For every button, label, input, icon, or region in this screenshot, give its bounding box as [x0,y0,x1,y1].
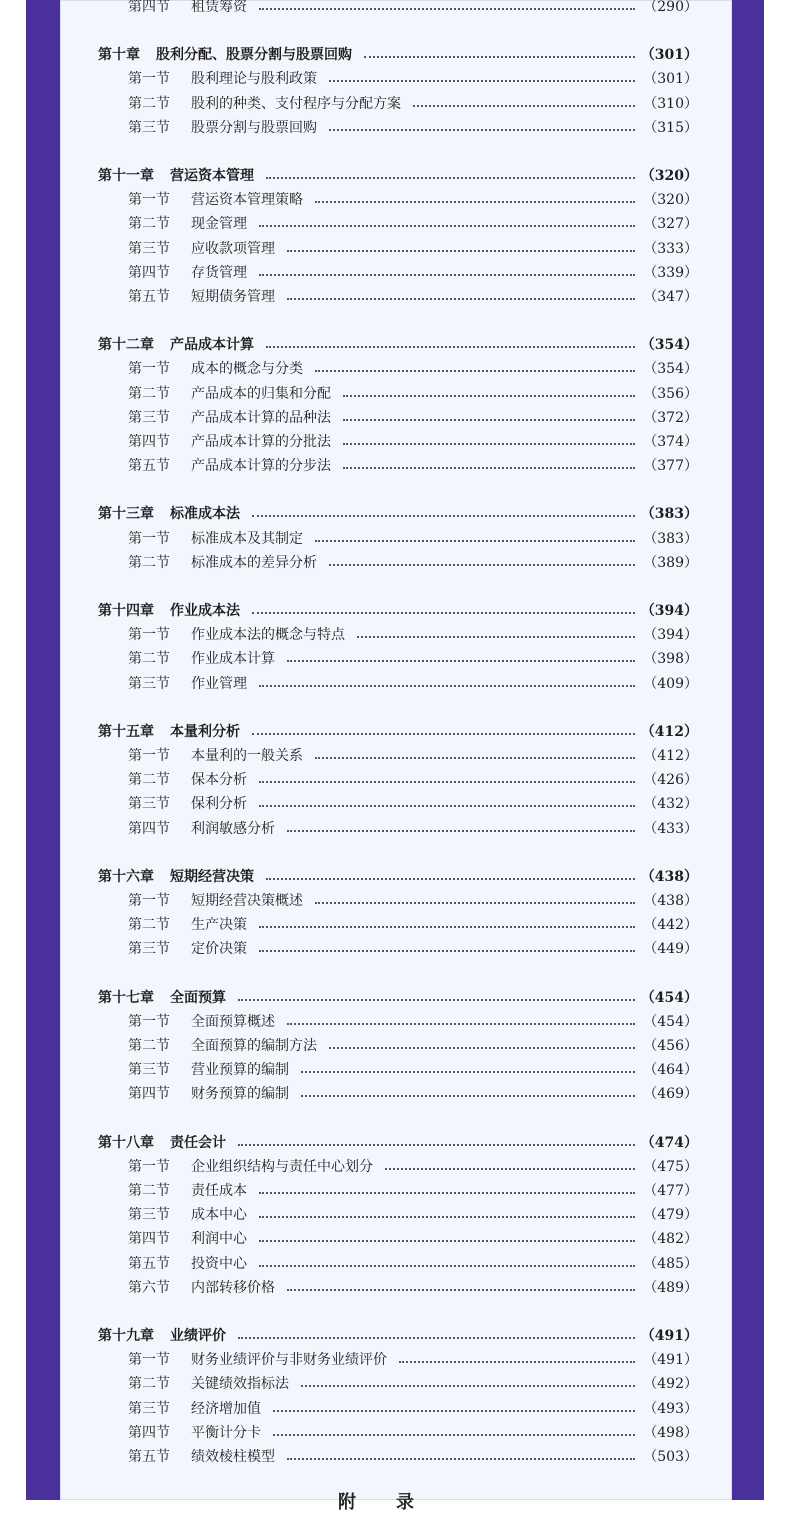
section-title: 企业组织结构与责任中心划分 [191,1158,373,1175]
section-number: 第一节 [128,530,170,547]
dot-leader [343,395,635,397]
section-number: 第二节 [128,1376,170,1393]
page-number: （339） [643,264,698,281]
section-number: 第二节 [128,772,170,789]
section-title: 利润中心 [191,1231,247,1248]
page-number: （491） [640,1328,698,1344]
section-number: 第六节 [128,1279,170,1296]
dot-leader [259,1216,635,1218]
dot-leader [259,225,635,227]
chapter-title: 责任会计 [170,1134,226,1151]
section-title: 租赁筹资 [191,0,247,15]
dot-leader [364,56,635,58]
chapter-row [60,44,732,66]
page-number: （412） [643,748,698,764]
section-row [60,238,732,260]
section-row [60,383,732,405]
page-number: （310） [643,95,698,112]
dot-leader [259,8,635,10]
dot-leader [287,830,635,832]
chapter-row [60,1325,732,1347]
chapter-row [60,987,732,1009]
section-number: 第一节 [128,893,170,909]
dot-leader [266,177,635,179]
section-title: 产品成本的归集和分配 [191,385,331,402]
dot-leader [343,419,635,421]
section-row [60,1083,732,1105]
page-number: （377） [643,458,698,475]
section-number: 第二节 [128,216,170,233]
page-number: （485） [643,1255,698,1272]
page-number: （409） [643,675,698,692]
page-number: （489） [643,1279,698,1296]
chapter-number: 第十八章 [98,1134,154,1151]
dot-leader [238,999,635,1001]
section-row [60,818,732,840]
section-number: 第四节 [128,264,170,281]
chapter-number: 第十五章 [98,723,154,740]
dot-leader [266,346,635,348]
page-number: （290） [643,0,698,15]
dot-leader [399,1361,635,1363]
section-row [60,189,732,211]
section-title: 作业成本计算 [191,651,275,668]
dot-leader [259,781,635,783]
dot-leader [259,1192,635,1194]
section-number: 第三节 [128,941,170,958]
section-row [60,1204,732,1226]
section-number: 第二节 [128,95,170,112]
dot-leader [266,878,635,880]
section-row [60,914,732,936]
dot-leader [259,274,635,276]
page-number: （449） [643,941,698,958]
dot-leader [343,443,635,445]
section-title: 关键绩效指标法 [191,1376,289,1393]
section-row [60,890,732,912]
dot-leader [357,636,635,638]
page-number: （433） [643,820,698,837]
chapter-number: 第十四章 [98,603,154,619]
section-title: 股利理论与股利政策 [191,71,317,88]
page-number: （383） [643,530,698,547]
section-number: 第五节 [128,1449,170,1465]
section-number: 第三节 [128,240,170,257]
dot-leader [252,515,635,517]
chapter-number: 第十一章 [98,168,154,184]
section-number: 第一节 [128,1352,170,1369]
dot-leader [287,1023,635,1025]
section-title: 保利分析 [191,796,247,813]
section-title: 责任成本 [191,1183,247,1199]
section-row [60,407,732,429]
page-number: （327） [643,216,698,233]
dot-leader [315,201,635,203]
chapter-number: 第十七章 [98,989,154,1006]
page-number: （503） [643,1449,698,1465]
section-row [60,93,732,115]
chapter-row [60,334,732,356]
page-number: （356） [643,385,698,402]
dot-leader [329,80,635,82]
section-title: 财务业绩评价与非财务业绩评价 [191,1352,387,1369]
dot-leader [315,540,635,542]
section-number: 第二节 [128,917,170,934]
section-row [60,455,732,477]
section-row [60,262,732,284]
section-number: 第四节 [128,0,170,15]
section-title: 应收款项管理 [191,240,275,257]
dot-leader [259,950,635,952]
section-title: 作业成本法的概念与特点 [191,627,345,644]
section-number: 第一节 [128,361,170,378]
section-title: 股票分割与股票回购 [191,119,317,136]
page-number: （432） [643,796,698,813]
dot-leader [287,1458,635,1460]
section-title: 全面预算概述 [191,1013,275,1030]
dot-leader [273,1434,635,1436]
dot-leader [252,612,635,614]
page-number: （354） [640,337,698,354]
chapter-title: 本量利分析 [170,723,240,740]
page-number: （301） [640,47,698,64]
page-number: （398） [643,651,698,668]
dot-leader [259,1240,635,1242]
section-row [60,528,732,550]
page-number: （474） [640,1134,698,1151]
dot-leader [301,1095,635,1097]
chapter-title: 股利分配、股票分割与股票回购 [156,47,352,64]
page-number: （347） [643,289,698,305]
section-row [60,552,732,574]
dot-leader [252,733,635,735]
section-number: 第五节 [128,289,170,305]
section-row [60,769,732,791]
section-title: 存货管理 [191,264,247,281]
page-number: （454） [640,989,698,1006]
section-title: 股利的种类、支付程序与分配方案 [191,95,401,112]
toc-page [60,0,732,1513]
section-row [60,673,732,695]
section-number: 第四节 [128,1231,170,1248]
section-title: 营业预算的编制 [191,1062,289,1079]
dot-leader [343,467,635,469]
page-number: （320） [643,192,698,209]
page-number: （412） [640,723,698,740]
section-title: 全面预算的编制方法 [191,1038,317,1054]
page-number: （394） [643,627,698,644]
section-row [60,286,732,308]
page-number: （479） [643,1207,698,1224]
page-number: （426） [643,772,698,789]
page-number: （374） [643,434,698,450]
dot-leader [259,1265,635,1267]
section-row [60,1398,732,1420]
section-number: 第二节 [128,554,170,571]
page-number: （333） [643,240,698,257]
chapter-row [60,721,732,743]
section-title: 作业管理 [191,675,247,692]
page-number: （482） [643,1231,698,1248]
dot-leader [238,1337,635,1339]
section-number: 第一节 [128,1158,170,1175]
dot-leader [301,1385,635,1387]
section-row [60,745,732,767]
page-number: （493） [643,1400,698,1417]
dot-leader [413,105,635,107]
section-row [60,1228,732,1250]
section-number: 第二节 [128,1183,170,1199]
section-row [60,1446,732,1468]
section-number: 第四节 [128,434,170,450]
section-number: 第三节 [128,409,170,426]
dot-leader [259,685,635,687]
section-row [60,1156,732,1178]
section-number: 第三节 [128,1062,170,1079]
page-number: （464） [643,1062,698,1079]
table-of-contents [60,0,732,1500]
section-title: 成本中心 [191,1207,247,1224]
section-number: 第一节 [128,627,170,644]
section-title: 标准成本及其制定 [191,530,303,547]
chapter-title: 业绩评价 [170,1328,226,1344]
section-row [60,938,732,960]
page-number: （320） [640,168,698,184]
page-number: （372） [643,409,698,426]
section-number: 第三节 [128,1400,170,1417]
section-title: 内部转移价格 [191,1279,275,1296]
dot-leader [329,564,635,566]
chapter-title: 营运资本管理 [170,168,254,184]
section-title: 绩效棱柱模型 [191,1449,275,1465]
section-row [60,117,732,139]
chapter-number: 第十二章 [98,337,154,354]
section-row [60,358,732,380]
dot-leader [287,250,635,252]
section-row [60,1180,732,1202]
section-row [60,0,732,18]
page-number: （454） [643,1013,698,1030]
section-title: 经济增加值 [191,1400,261,1417]
section-row [60,213,732,235]
section-title: 生产决策 [191,917,247,934]
section-title: 短期债务管理 [191,289,275,305]
section-number: 第五节 [128,458,170,475]
section-row [60,793,732,815]
dot-leader [287,298,635,300]
page-number: （383） [640,506,698,523]
section-row [60,1059,732,1081]
section-title: 定价决策 [191,941,247,958]
chapter-title: 全面预算 [170,989,226,1006]
page-number: （438） [640,868,698,885]
chapter-number: 第十六章 [98,868,154,885]
section-number: 第四节 [128,1086,170,1103]
page-number: （442） [643,917,698,934]
page-number: （389） [643,554,698,571]
chapter-title: 标准成本法 [170,506,240,523]
section-row [60,1011,732,1033]
section-number: 第三节 [128,796,170,813]
section-number: 第一节 [128,748,170,764]
section-number: 第三节 [128,675,170,692]
section-row [60,431,732,453]
dot-leader [329,1047,635,1049]
section-title: 平衡计分卡 [191,1424,261,1441]
section-number: 第四节 [128,1424,170,1441]
page-number: （301） [643,71,698,88]
section-title: 投资中心 [191,1255,247,1272]
page-number: （477） [643,1183,698,1199]
page-number: （354） [643,361,698,378]
chapter-row [60,600,732,622]
section-row [60,1035,732,1057]
section-row [60,624,732,646]
page-number: （469） [643,1086,698,1103]
section-title: 成本的概念与分类 [191,361,303,378]
section-row [60,1349,732,1371]
section-number: 第四节 [128,820,170,837]
dot-leader [315,902,635,904]
section-title: 保本分析 [191,772,247,789]
section-title: 产品成本计算的分步法 [191,458,331,475]
section-title: 产品成本计算的分批法 [191,434,331,450]
section-row [60,1373,732,1395]
section-row [60,68,732,90]
section-row [60,1253,732,1275]
chapter-row [60,1132,732,1154]
section-number: 第一节 [128,71,170,88]
chapter-row [60,503,732,525]
dot-leader [315,757,635,759]
page-number: （394） [640,603,698,619]
section-title: 本量利的一般关系 [191,748,303,764]
section-row [60,648,732,670]
section-number: 第二节 [128,651,170,668]
dot-leader [259,805,635,807]
appendix-heading: 附录 [338,1492,454,1513]
dot-leader [287,660,635,662]
section-title: 财务预算的编制 [191,1086,289,1103]
dot-leader [238,1144,635,1146]
chapter-title: 短期经营决策 [170,868,254,885]
section-title: 利润敏感分析 [191,820,275,837]
page-number: （315） [643,119,698,136]
section-title: 产品成本计算的品种法 [191,409,331,426]
section-number: 第一节 [128,192,170,209]
page-number: （456） [643,1038,698,1054]
section-number: 第一节 [128,1013,170,1030]
section-number: 第二节 [128,385,170,402]
section-title: 营运资本管理策略 [191,192,303,209]
section-number: 第三节 [128,1207,170,1224]
chapter-row [60,165,732,187]
section-row [60,1277,732,1299]
section-number: 第五节 [128,1255,170,1272]
chapter-number: 第十九章 [98,1328,154,1344]
section-row [60,1422,732,1444]
chapter-row [60,866,732,888]
dot-leader [287,1289,635,1291]
section-title: 现金管理 [191,216,247,233]
dot-leader [385,1168,635,1170]
section-title: 标准成本的差异分析 [191,554,317,571]
dot-leader [329,129,635,131]
chapter-title: 产品成本计算 [170,337,254,354]
section-title: 短期经营决策概述 [191,893,303,909]
section-number: 第三节 [128,119,170,136]
dot-leader [315,370,635,372]
page-number: （491） [643,1352,698,1369]
dot-leader [259,926,635,928]
chapter-number: 第十章 [98,47,140,64]
section-number: 第二节 [128,1038,170,1054]
dot-leader [273,1410,635,1412]
page-number: （438） [643,893,698,909]
chapter-number: 第十三章 [98,506,154,523]
page-number: （475） [643,1158,698,1175]
chapter-title: 作业成本法 [170,603,240,619]
page-number: （492） [643,1376,698,1393]
page-number: （498） [643,1424,698,1441]
dot-leader [301,1071,635,1073]
